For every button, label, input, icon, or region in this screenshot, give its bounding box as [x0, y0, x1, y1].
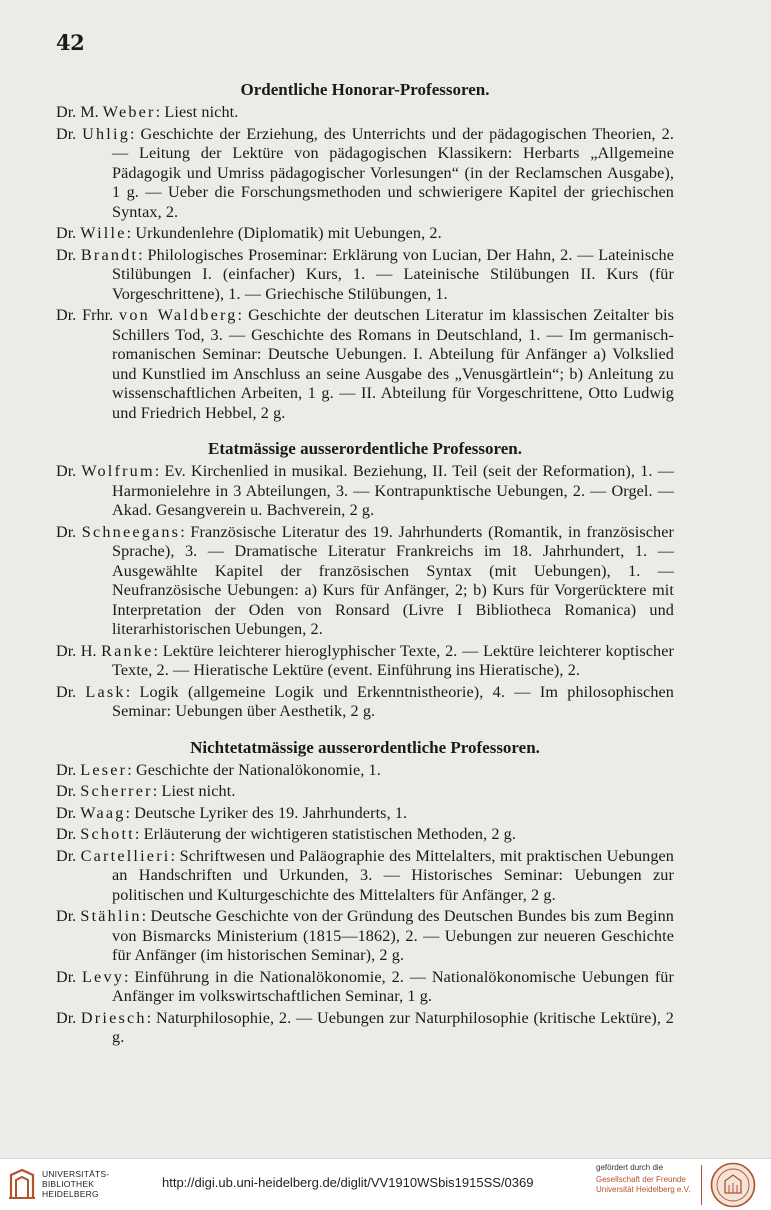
entry-title: Dr. [56, 522, 77, 541]
entry-title: Dr. [56, 907, 77, 925]
lecture-entry [56, 761, 674, 781]
entry-title: Dr. [56, 846, 77, 865]
section-heading: Etatmässige ausserordentliche Professoren. [208, 439, 522, 458]
professor-name: Scherrer [80, 782, 153, 800]
lecture-entry [56, 847, 674, 906]
ub-heidelberg-logo-icon[interactable] [8, 1167, 36, 1201]
page-content [56, 80, 674, 1048]
entry-text: : Ev. Kirchenlied in musikal. Beziehung, II. Teil (seit der Reformation), 1. — Harmonielehre in 3 Abteilungen, 3. — Kontrapunktische Uebungen, 2. — Orgel. — Akad. Gesangverein u. Bachverein, 2 g. [112, 462, 674, 519]
professor-name: Leser [80, 760, 128, 779]
divider [701, 1165, 702, 1205]
entry-title: Dr. [56, 825, 77, 843]
lecture-entry [56, 825, 674, 845]
sponsor-block [596, 1163, 701, 1195]
lecture-entry [56, 804, 674, 824]
entry-title: Dr. [56, 224, 77, 242]
funded-by-label: gefördert durch die [596, 1163, 664, 1172]
lecture-entry [56, 306, 674, 423]
professor-name: Lask [85, 682, 126, 701]
lecture-entry [56, 683, 674, 722]
university-seal-icon [710, 1162, 756, 1208]
professor-name: Driesch [80, 1008, 147, 1027]
lecture-entry [56, 125, 674, 223]
entry-text: : Liest nicht. [155, 103, 239, 121]
permalink-url[interactable]: http://digi.ub.uni-heidelberg.de/diglit/VV1910WSbis1915SS/0369 [162, 1175, 534, 1190]
lecture-entry [56, 968, 674, 1007]
lecture-entry [56, 907, 674, 966]
entry-text: : Schriftwesen und Paläographie des Mittelalters, mit praktischen Uebungen an Handschriften und Urkunden, 3. — Historisches Seminar: Uebungen zur politischen und Kulturgeschichte des Mittelalters für Anfänger, 2 g. [112, 846, 674, 904]
entry-title: Dr. H. [56, 641, 97, 660]
entry-text: : Geschichte der Nationalökonomie, 1. [127, 760, 381, 779]
entry-text: : Deutsche Geschichte von der Gründung des Deutschen Bundes bis zum Beginn von Bismarcks Ministerium (1815—1862), 2. — Uebungen zur neueren Geschichte für Anfänger (im historischen Seminar), 2 g. [112, 907, 674, 964]
entry-text: : Urkundenlehre (Diplomatik) mit Uebungen, 2. [126, 224, 442, 242]
entry-text: : Französische Literatur des 19. Jahrhunderts (Romantik, in französischer Sprache), 3. — Dramatische Literatur Frankreichs im 18. Jahrhundert, 1. — Ausgewählte Kapitel der französischen Syntax (mit Uebungen), 1. — Neufranzösische Uebungen: a) Kurs für Anfänger, 2; b) Kurs für Vorgerücktere mit Interpretation der Oden von Ronsard (Livre I Bibliotheca Romanica) und literarhistorischen Uebungen, 2. [112, 522, 674, 638]
professor-name: Ranke [101, 641, 154, 660]
professor-name: Wille [80, 224, 127, 242]
section-heading: Nichtetatmässige ausserordentliche Professoren. [190, 737, 540, 757]
library-name-line: UNIVERSITÄTS- [42, 1169, 110, 1179]
sponsor-name-line: Gesellschaft der Freunde [596, 1175, 686, 1184]
lecture-entry [56, 642, 674, 681]
lecture-entry [56, 246, 674, 305]
professor-name: von Waldberg [119, 306, 238, 324]
entry-title: Dr. M. [56, 103, 99, 121]
page-number: 42 [56, 30, 85, 55]
entry-title: Dr. [56, 1008, 77, 1027]
entry-title: Dr. [56, 682, 77, 701]
entry-text: : Erläuterung der wichtigeren statistischen Methoden, 2 g. [134, 825, 517, 843]
professor-name: Schneegans [81, 522, 181, 541]
professor-name: Brandt [80, 245, 139, 264]
professor-name: Schott [80, 825, 135, 843]
professor-name: Stählin [80, 907, 142, 925]
lecture-entry [56, 782, 674, 802]
entry-text: : Geschichte der Erziehung, des Unterrichts und der pädagogischen Theorien, 2. — Leitung der Lektüre von pädagogischen Klassikern: Herbarts „Allgemeine Pädagogik und Umriss pädagogischer Vorlesungen“ (in der Reclamschen Ausgabe), 1 g. — Ueber die Forschungsmethoden und schwierigere Kapitel der griechischen Syntax, 2. [112, 124, 674, 221]
lecture-entry [56, 462, 674, 521]
professor-name: Cartellieri [80, 846, 171, 865]
library-name [42, 1169, 109, 1199]
professor-name: Wolfrum [81, 462, 155, 480]
lecture-entry [56, 103, 674, 123]
entry-title: Dr. [56, 462, 77, 480]
library-name-line: HEIDELBERG [42, 1189, 99, 1199]
lecture-entry [56, 224, 674, 244]
professor-name: Waag [80, 803, 126, 822]
entry-title: Dr. [56, 245, 77, 264]
entry-text: : Einführung in die Nationalökonomie, 2. — Nationalökonomische Uebungen für Anfänger im volkswirtschaftlichen Seminar, 1 g. [112, 967, 674, 1005]
entry-text: : Lektüre leichterer hieroglyphischer Texte, 2. — Lektüre leichterer koptischer Texte, 2. — Hieratische Lektüre (event. Einführung ins Hieratische), 2. [112, 641, 674, 679]
viewer-footer [0, 1158, 771, 1210]
professor-name: Uhlig [82, 124, 130, 143]
entry-title: Dr. [56, 803, 77, 822]
lecture-entry [56, 1009, 674, 1048]
entry-text: : Logik (allgemeine Logik und Erkenntnistheorie), 4. — Im philosophischen Seminar: Uebungen über Aesthetik, 2 g. [112, 682, 674, 720]
entry-text: : Philologisches Proseminar: Erklärung von Lucian, Der Hahn, 2. — Lateinische Stilübungen I. (einfacher) Kurs, 1. — Lateinische Stilübungen II. Kurs (für Vorgeschrittene), 1. — Griechische Stilübungen, 1. [112, 245, 674, 303]
library-name-line: BIBLIOTHEK [42, 1179, 95, 1189]
entry-title: Dr. Frhr. [56, 306, 114, 324]
entry-title: Dr. [56, 782, 77, 800]
professor-name: Weber [102, 103, 156, 121]
entry-title: Dr. [56, 967, 77, 986]
entry-text: : Naturphilosophie, 2. — Uebungen zur Naturphilosophie (kritische Lektüre), 2 g. [112, 1008, 675, 1046]
entry-text: : Deutsche Lyriker des 19. Jahrhunderts, 1. [125, 803, 408, 822]
professor-name: Levy [81, 967, 125, 986]
entry-text: : Liest nicht. [152, 782, 236, 800]
entry-title: Dr. [56, 760, 77, 779]
sponsor-name-line: Universität Heidelberg e.V. [596, 1185, 691, 1194]
lecture-entry [56, 523, 674, 640]
section-heading: Ordentliche Honorar-Professoren. [240, 80, 490, 99]
entry-title: Dr. [56, 124, 77, 143]
entry-text: : Geschichte der deutschen Literatur im klassischen Zeitalter bis Schillers Tod, 3. — Geschichte des Romans in Deutschland, 1. — Im germanisch-romanischen Seminar: Deutsche Uebungen. I. Abteilung für Anfänger a) Volkslied und Kunstlied im Anschluss an seine Ausgabe des „Venusgärtlein“; b) Anleitung zu wissenschaftlichen Arbeiten, 1 g. — II. Abteilung für Vorgeschrittene, Otto Ludwig und Friedrich Hebbel, 2 g. [112, 306, 675, 422]
